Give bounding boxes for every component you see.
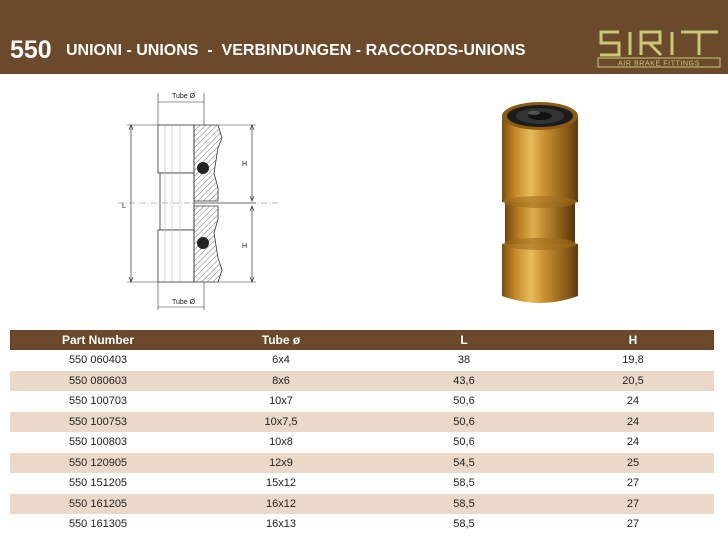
cell-part-number: 550 161205	[10, 494, 186, 515]
table-row	[10, 432, 714, 453]
cell-H: 19,8	[622, 354, 644, 367]
cell-L: 50,6	[376, 412, 552, 433]
cell-H: 27	[552, 494, 714, 515]
cell-part-number: 550 080603	[10, 371, 186, 392]
table-row	[10, 350, 714, 371]
cell-tube: 12x9	[186, 453, 376, 474]
cell-tube: 8x6	[186, 371, 376, 392]
cell-H: 24	[626, 436, 640, 449]
sirit-logo	[597, 28, 721, 68]
cell-part-number: 550 100803	[68, 436, 128, 449]
cell-tube: 10x7	[269, 395, 293, 408]
cell-L: 58,5	[453, 518, 475, 531]
table-row	[10, 473, 714, 494]
cell-H: 24	[626, 395, 640, 408]
cell-H: 25	[552, 453, 714, 474]
dimension-H-bottom-label: H	[242, 243, 248, 250]
cell-part-number: 550 151205	[68, 477, 128, 490]
table-row	[10, 391, 714, 412]
cell-tube: 16x12	[186, 494, 376, 515]
cell-tube: 16x13	[266, 518, 296, 531]
cell-L: 43,6	[376, 371, 552, 392]
logo-subtext: AIR BRAKE FITTINGS	[618, 60, 700, 68]
cell-H: 27	[626, 477, 640, 490]
tube-label-top: Tube Ø	[172, 93, 196, 100]
tube-label-bottom: Tube Ø	[172, 299, 196, 306]
cell-tube: 10x8	[269, 436, 293, 449]
technical-drawing	[118, 88, 278, 313]
cell-part-number: 550 120905	[10, 453, 186, 474]
dimension-L-label: L	[122, 203, 126, 210]
cell-tube: 6x4	[272, 354, 290, 367]
table-row	[10, 514, 714, 535]
cell-tube: 10x7,5	[186, 412, 376, 433]
dimension-H-top-label: H	[242, 161, 248, 168]
cell-H: 27	[626, 518, 640, 531]
col-header-H: H	[552, 330, 714, 350]
cell-L: 50,6	[453, 395, 475, 408]
cell-tube: 15x12	[266, 477, 296, 490]
cell-part-number: 550 100753	[10, 412, 186, 433]
cell-L: 50,6	[453, 436, 475, 449]
table-row	[10, 412, 714, 433]
cell-part-number: 550 060403	[68, 354, 128, 367]
page-title: UNIONI - UNIONS - VERBINDUNGEN - RACCORDS-UNIONS	[66, 42, 526, 59]
header-bar	[0, 0, 728, 74]
cell-L: 38	[457, 354, 471, 367]
cell-part-number: 550 161305	[68, 518, 128, 531]
table-row	[10, 494, 714, 515]
table-header-row	[10, 330, 714, 350]
cell-L: 54,5	[376, 453, 552, 474]
col-header-tube: Tube ø	[186, 330, 376, 350]
col-header-part-number: Part Number	[10, 330, 186, 350]
cell-H: 20,5	[552, 371, 714, 392]
product-code: 550	[10, 36, 52, 64]
col-header-L: L	[376, 330, 552, 350]
specs-table	[10, 330, 714, 535]
product-photo	[490, 94, 590, 312]
cell-L: 58,5	[453, 477, 475, 490]
table-row	[10, 371, 714, 392]
cell-L: 58,5	[376, 494, 552, 515]
table-row	[10, 453, 714, 474]
cell-part-number: 550 100703	[68, 395, 128, 408]
cell-H: 24	[552, 412, 714, 433]
